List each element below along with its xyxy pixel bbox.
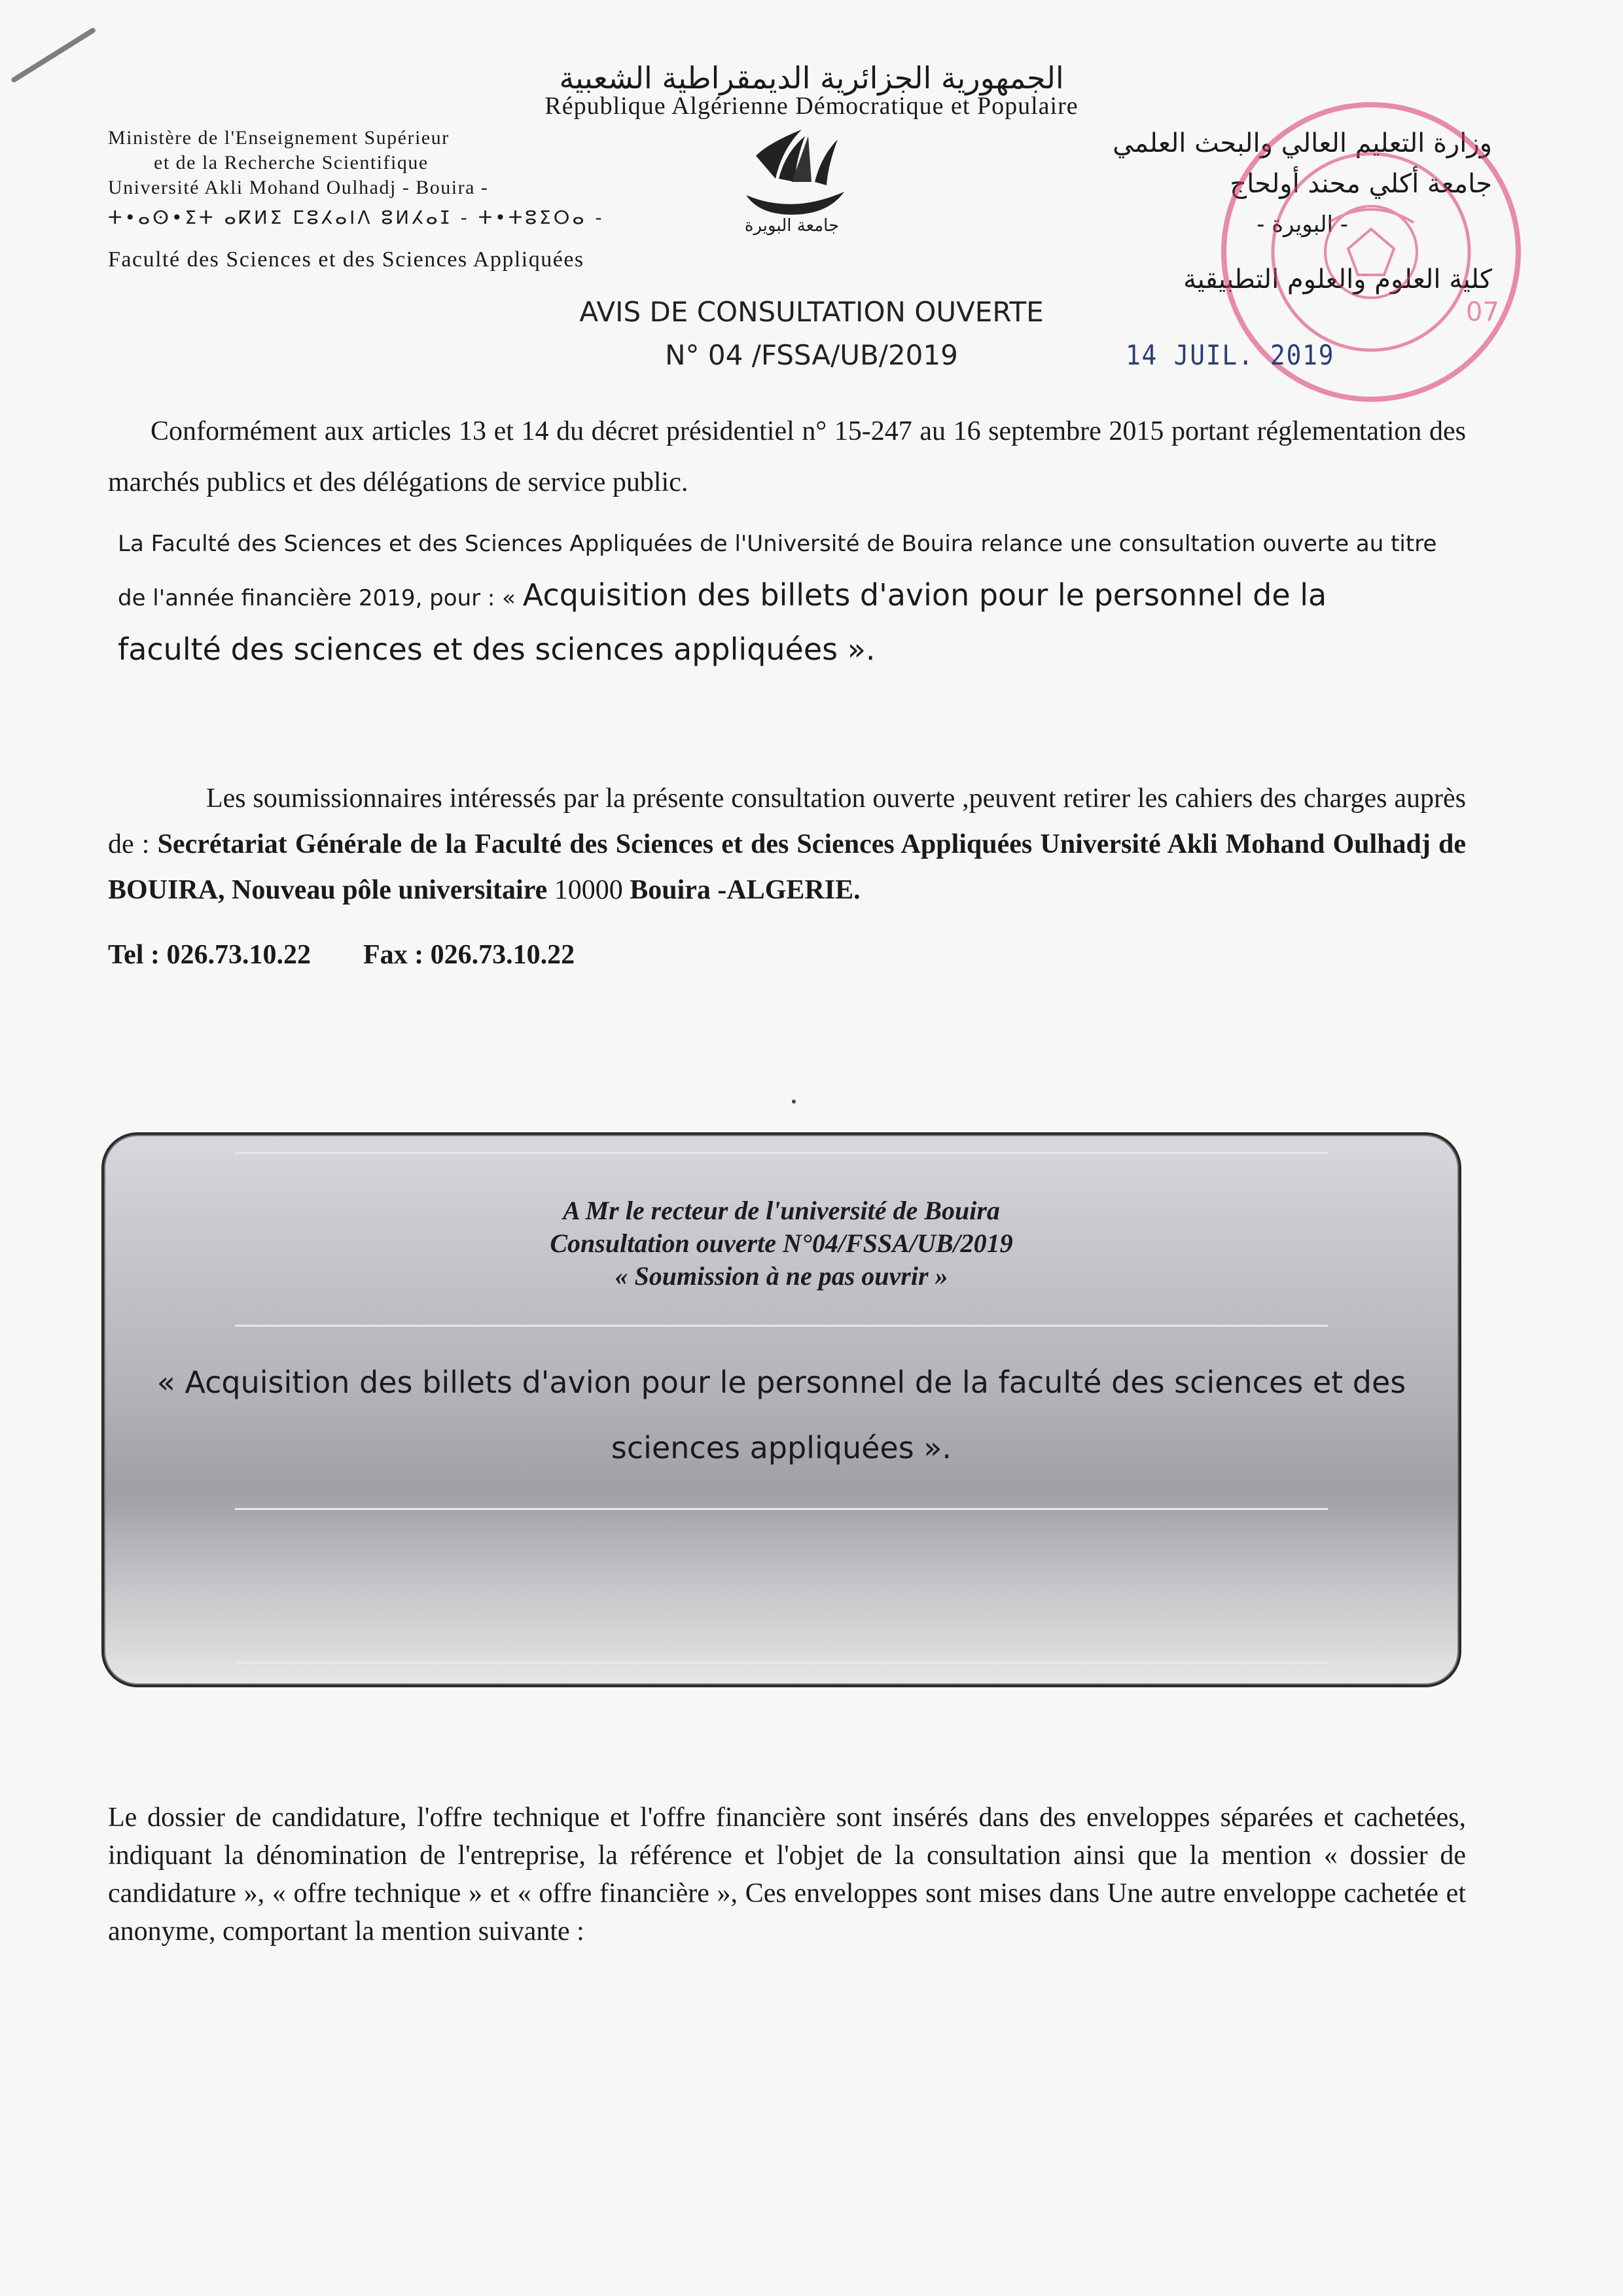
university-name-tifinagh: ⵜ•ⴰⵙ•ⵉⵜ ⴰⴽⵍⵉ ⵎⵓⵃⴰⵏⴷ ⵓⵍⵃⴰⵊ - ⵜ•ⵜⵓⵉⵔⴰ -: [108, 207, 605, 228]
envelope-reference: Consultation ouverte N°04/FSSA/UB/2019: [550, 1229, 1013, 1258]
arabic-ministry: وزارة التعليم العالي والبحث العلمي: [1113, 128, 1492, 158]
logo-caption: جامعة البويرة: [744, 216, 840, 236]
withdrawal-city: Bouira -ALGERIE.: [630, 875, 861, 905]
object-title-part2: faculté des sciences et des sciences appliquées ».: [118, 632, 876, 667]
envelope-subject: « Acquisition des billets d'avion pour le personnel de la faculté des sciences et des sciences appliquées ».: [156, 1365, 1406, 1465]
republic-heading: République Algérienne Démocratique et Populaire: [544, 92, 1079, 120]
notice-number: N° 04 /FSSA/UB/2019: [665, 339, 958, 371]
withdrawal-intro: Les soumissionnaires intéressés par la présente consultation ouverte ,peuvent retirer les cahiers des charges auprès de :: [108, 783, 1466, 859]
ministry-line2: et de la Recherche Scientifique: [154, 152, 429, 173]
scan-speck: [792, 1100, 796, 1103]
object-year-text: de l'année financière 2019, pour : «: [118, 585, 523, 611]
envelope-rule: [235, 1152, 1328, 1154]
contact-line: [108, 939, 575, 971]
withdrawal-address: Secrétariat Générale de la Faculté des Sciences et des Sciences Appliquées Université Akli Mohand Oulhadj de BOUIRA, Nouveau pôle universitaire: [108, 829, 1467, 905]
envelope-rule: [235, 1662, 1328, 1664]
date-stamp: 14 JUIL. 2019: [1126, 339, 1335, 371]
notice-title: AVIS DE CONSULTATION OUVERTE: [579, 296, 1044, 328]
arabic-faculty: كلية العلوم والعلوم التطبيقية: [1183, 264, 1492, 295]
legal-reference-paragraph: Conformément aux articles 13 et 14 du décret présidentiel n° 15-247 au 16 septembre 2015 portant réglementation des marchés publics et des délégations de service public.: [108, 416, 1466, 497]
object-title-part1: Acquisition des billets d'avion pour le personnel de la: [522, 577, 1327, 613]
envelope-rule: [235, 1508, 1328, 1510]
envelope-rule: [235, 1325, 1328, 1327]
header-left-block: [108, 126, 671, 230]
telephone-number: Tel : 026.73.10.22: [108, 940, 311, 970]
withdrawal-paragraph: [108, 776, 1466, 913]
svg-text:07: 07: [1466, 297, 1499, 327]
consultation-object-paragraph: [118, 518, 1466, 675]
envelope-label-box: [101, 1132, 1461, 1687]
faculty-name: Faculté des Sciences et des Sciences Appliquées: [108, 247, 584, 272]
fax-number: Fax : 026.73.10.22: [363, 940, 575, 970]
object-year-line: [118, 569, 1466, 624]
university-name: Université Akli Mohand Oulhadj - Bouira -: [108, 177, 489, 198]
object-intro-line: La Faculté des Sciences et des Sciences Appliquées de l'Université de Bouira relance une consultation ouverte au titre: [118, 531, 1437, 557]
envelope-recipient: A Mr le recteur de l'université de Bouira: [563, 1196, 1000, 1225]
arabic-republic-heading: الجمهورية الجزائرية الديمقراطية الشعبية: [559, 60, 1064, 96]
arabic-city: - البويرة -: [1257, 211, 1348, 238]
envelope-instructions-paragraph: Le dossier de candidature, l'offre technique et l'offre financière sont insérés dans des enveloppes séparées et cachetées, indiquant la dénomination de l'entreprise, la référence et l'objet de la consultation ainsi que la mention « dossier de candidature », « offre technique » et « offre financière », Ces enveloppes sont mises dans Une autre enveloppe cachetée et anonyme, comportant la mention suivante :: [108, 1803, 1466, 1946]
envelope-do-not-open: « Soumission à ne pas ouvrir »: [615, 1261, 948, 1291]
ministry-line1: Ministère de l'Enseignement Supérieur: [108, 127, 450, 149]
postal-code: 10000: [547, 875, 630, 905]
arabic-university: جامعة أكلي محند أولحاج: [1230, 169, 1492, 199]
